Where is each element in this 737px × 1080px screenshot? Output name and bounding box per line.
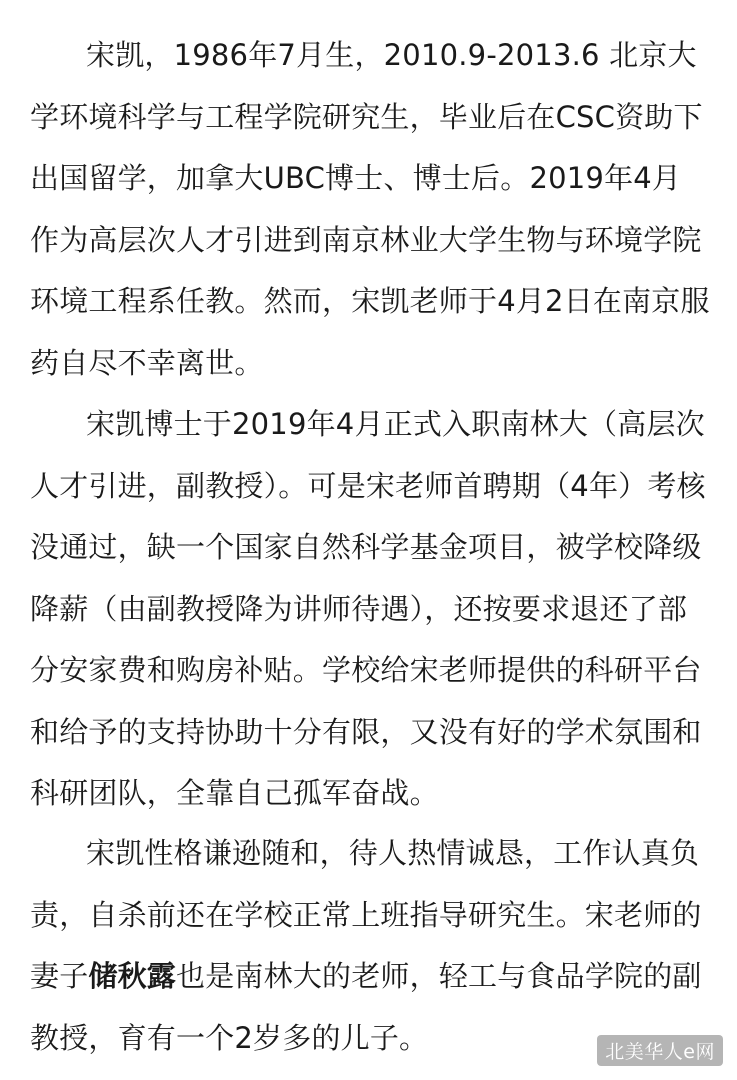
site-watermark-text: 北美华人e网 bbox=[605, 1041, 715, 1063]
paragraph-3-text-after: 也是南林大的老师，轻工与食品学院的副教授，育有一个2岁多的儿子。 bbox=[30, 959, 702, 1055]
paragraph-3 bbox=[30, 823, 710, 1069]
paragraph-3-bold-name: 储秋露 bbox=[88, 959, 177, 993]
paragraph-3-text-before: 宋凯性格谦逊随和，待人热情诚恳，工作认真负责，自杀前还在学校正常上班指导研究生。宋老师的妻子 bbox=[30, 836, 702, 993]
paragraph-1 bbox=[30, 25, 710, 394]
paragraph-2-text: 宋凯博士于2019年4月正式入职南林大（高层次人才引进，副教授）。可是宋老师首聘期（4年）考核没通过，缺一个国家自然科学基金项目，被学校降级降薪（由副教授降为讲师待遇），还按要求退还了部分安家费和购房补贴。学校给宋老师提供的科研平台和给予的支持协助十分有限，又没有好的学术氛围和科研团队，全靠自己孤军奋战。 bbox=[30, 407, 706, 810]
paragraph-1-text: 宋凯，1986年7月生，2010.9-2013.6 北京大学环境科学与工程学院研究生，毕业后在CSC资助下出国留学，加拿大UBC博士、博士后。2019年4月作为高层次人才引进到南京林业大学生物与环境学院环境工程系任教。然而，宋凯老师于4月2日在南京服药自尽不幸离世。 bbox=[30, 38, 710, 380]
paragraph-2 bbox=[30, 394, 710, 825]
site-watermark-logo bbox=[597, 1035, 723, 1066]
